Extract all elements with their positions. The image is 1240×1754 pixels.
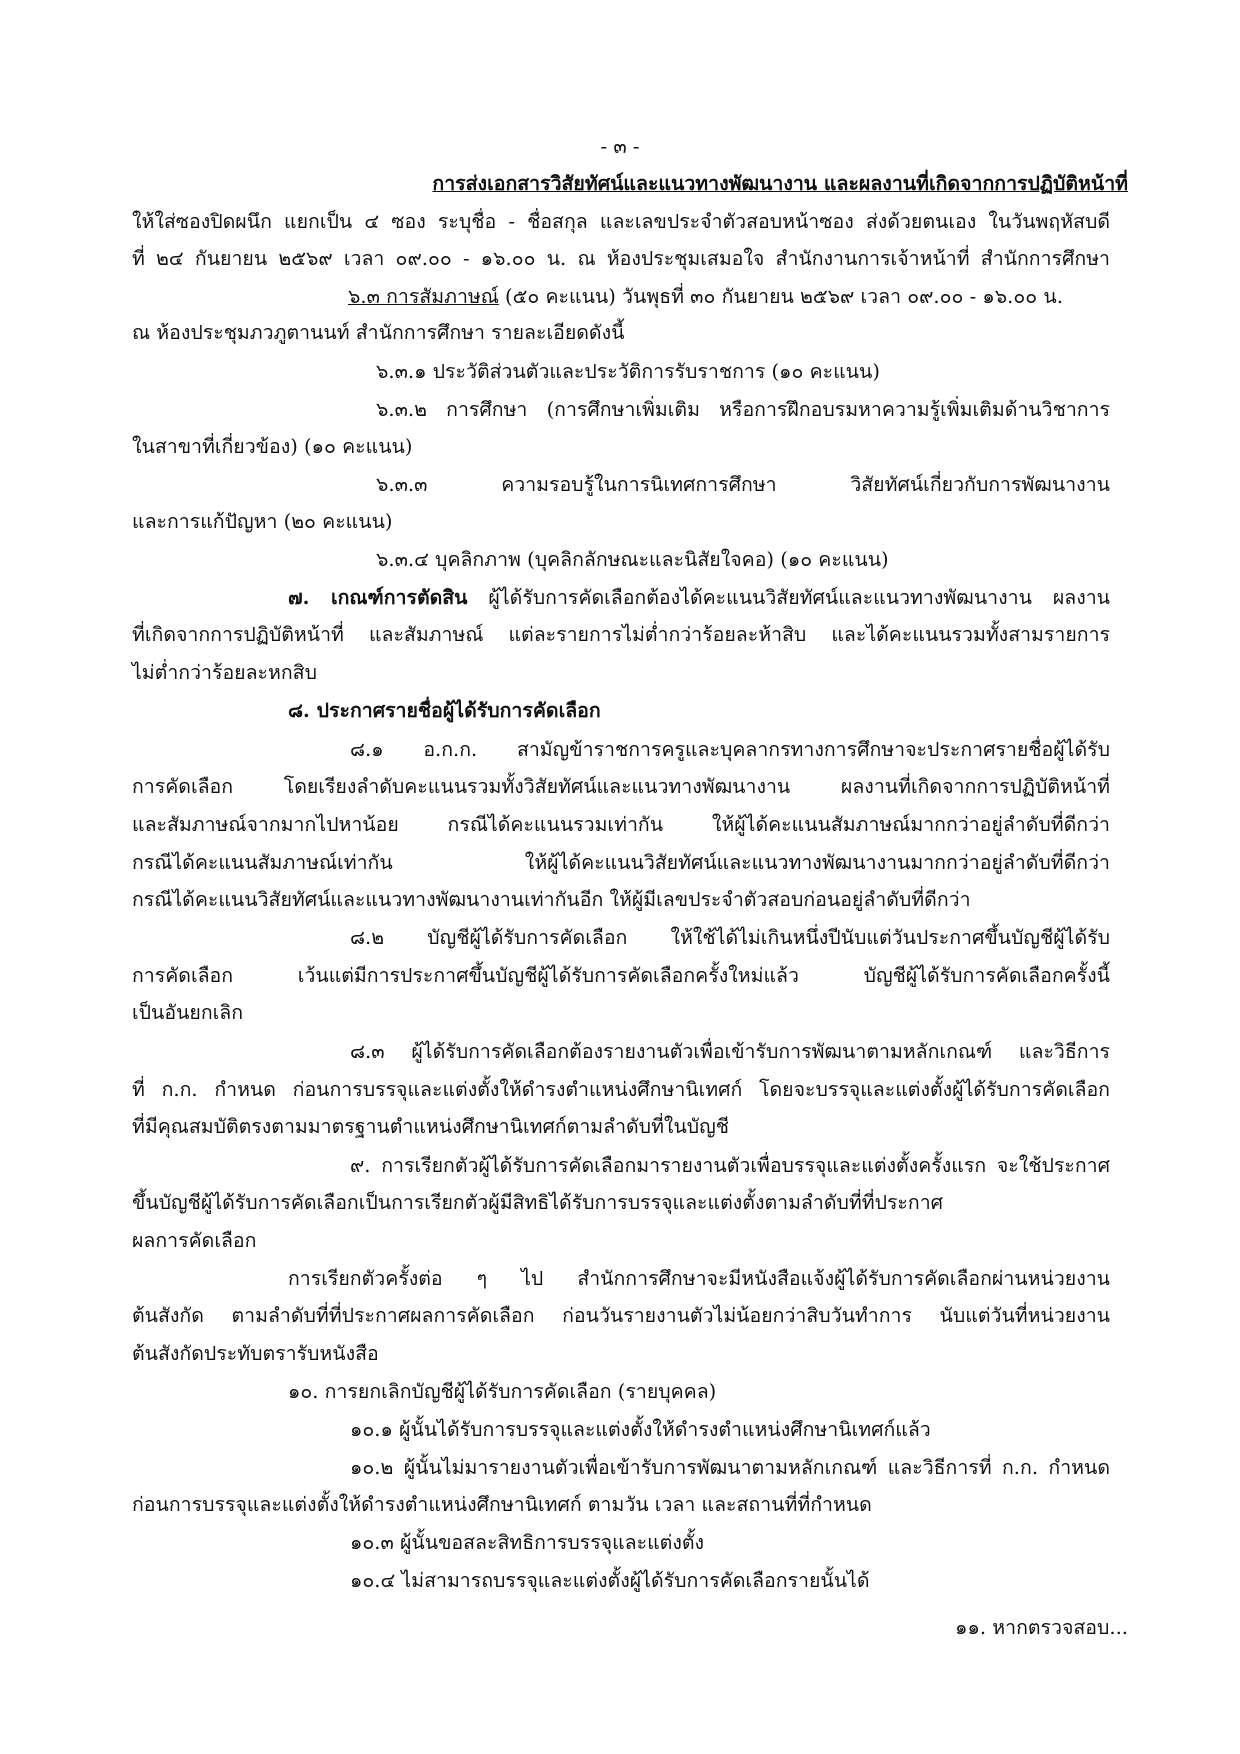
paragraph-line: ที่มีคุณสมบัติตรงตามมาตรฐานตำแหน่งศึกษานิเทศก์ตามลำดับที่ในบัญชี xyxy=(132,1115,729,1138)
criteria-text: ผู้ได้รับการคัดเลือกต้องได้คะแนนวิสัยทัศน์และแนวทางพัฒนางาน ผลงาน xyxy=(467,586,1110,609)
paragraph-line: ณ ห้องประชุมภวภูตานนท์ สำนักการศึกษา รายละเอียดดังนี้ xyxy=(132,321,625,344)
paragraph-line: เป็นอันยกเลิก xyxy=(132,1001,244,1024)
section-heading: การส่งเอกสารวิสัยทัศน์และแนวทางพัฒนางาน และผลงานที่เกิดจากการปฏิบัติหน้าที่ xyxy=(432,172,1128,195)
paragraph-line: ไม่ต่ำกว่าร้อยละหกสิบ xyxy=(132,661,317,684)
paragraph-line: ขึ้นบัญชีผู้ได้รับการคัดเลือกเป็นการเรียกตัวผู้มีสิทธิได้รับการบรรจุและแต่งตั้งตามลำดับที่ที่ประกาศ xyxy=(132,1191,944,1214)
paragraph-line: กรณีได้คะแนนสัมภาษณ์เท่ากัน ให้ผู้ได้คะแนนวิสัยทัศน์และแนวทางพัฒนางานมากกว่าอยู่ลำดับที่ดีกว่า xyxy=(132,851,1110,874)
paragraph-line: ให้ใส่ซองปิดผนึก แยกเป็น ๔ ซอง ระบุชื่อ - ชื่อสกุล และเลขประจำตัวสอบหน้าซอง ส่งด้วยตนเอง ในวันพฤหัสบดี xyxy=(132,210,1110,233)
paragraph-line: ๘.๓ ผู้ได้รับการคัดเลือกต้องรายงานตัวเพื่อเข้ารับการพัฒนาตามหลักเกณฑ์ และวิธีการ xyxy=(350,1040,1110,1063)
paragraph-line: การเรียกตัวครั้งต่อ ๆ ไป สำนักการศึกษาจะมีหนังสือแจ้งผู้ได้รับการคัดเลือกผ่านหน่วยงาน xyxy=(288,1267,1110,1290)
paragraph-line: ๘.๒ บัญชีผู้ได้รับการคัดเลือก ให้ใช้ได้ไม่เกินหนึ่งปีนับแต่วันประกาศขึ้นบัญชีผู้ได้รับ xyxy=(350,926,1110,949)
paragraph-line: ในสาขาที่เกี่ยวข้อง) (๑๐ คะแนน) xyxy=(132,435,413,458)
paragraph-line: ต้นสังกัด ตามลำดับที่ที่ประกาศผลการคัดเลือก ก่อนวันรายงานตัวไม่น้อยกว่าสิบวันทำการ นับแต่วันที่หน่วยงาน xyxy=(132,1304,1110,1327)
paragraph-line: ที่เกิดจากการปฏิบัติหน้าที่ และสัมภาษณ์ แต่ละรายการไม่ต่ำกว่าร้อยละห้าสิบ และได้คะแนนรวมทั้งสามรายการ xyxy=(132,623,1110,646)
paragraph-line: และการแก้ปัญหา (๒๐ คะแนน) xyxy=(132,510,393,533)
page-number: - ๓ - xyxy=(600,135,640,158)
list-item: ๖.๓.๑ ประวัติส่วนตัวและประวัติการรับราชการ (๑๐ คะแนน) xyxy=(376,360,880,383)
paragraph-line: ๘.๑ อ.ก.ก. สามัญข้าราชการครูและบุคลากรทางการศึกษาจะประกาศรายชื่อผู้ได้รับ xyxy=(350,738,1110,761)
paragraph-line: ก่อนการบรรจุและแต่งตั้งให้ดำรงตำแหน่งศึกษานิเทศก์ ตามวัน เวลา และสถานที่ที่กำหนด xyxy=(132,1493,872,1516)
paragraph-line: ที่ ๒๔ กันยายน ๒๕๖๙ เวลา ๐๙.๐๐ - ๑๖.๐๐ น. ณ ห้องประชุมเสมอใจ สำนักงานการเจ้าหน้าที่ สำนักการศึกษา xyxy=(132,247,1110,270)
interview-line xyxy=(348,285,1063,309)
list-item: ๑๐.๒ ผู้นั้นไม่มารายงานตัวเพื่อเข้ารับการพัฒนาตามหลักเกณฑ์ และวิธีการที่ ก.ก. กำหนด xyxy=(350,1456,1110,1479)
interview-detail: (๕๐ คะแนน) วันพุธที่ ๓๐ กันยายน ๒๕๖๙ เวลา ๐๙.๐๐ - ๑๖.๐๐ น. xyxy=(498,285,1063,308)
list-item: ๖.๓.๒ การศึกษา (การศึกษาเพิ่มเติม หรือการฝึกอบรมหาความรู้เพิ่มเติมด้านวิชาการ xyxy=(376,398,1110,421)
paragraph-line: กรณีได้คะแนนวิสัยทัศน์และแนวทางพัฒนางานเท่ากันอีก ให้ผู้มีเลขประจำตัวสอบก่อนอยู่ลำดับที่ดีกว่า xyxy=(132,888,971,911)
list-item: ๑๐.๑ ผู้นั้นได้รับการบรรจุและแต่งตั้งให้ดำรงตำแหน่งศึกษานิเทศก์แล้ว xyxy=(350,1418,931,1441)
paragraph-line: ๙. การเรียกตัวผู้ได้รับการคัดเลือกมารายงานตัวเพื่อบรรจุและแต่งตั้งครั้งแรก จะใช้ประกาศ xyxy=(350,1154,1110,1177)
continuation-marker: ๑๑. หากตรวจสอบ... xyxy=(955,1616,1128,1639)
section-title: ๑๐. การยกเลิกบัญชีผู้ได้รับการคัดเลือก (รายบุคคล) xyxy=(288,1380,717,1403)
list-item: ๑๐.๔ ไม่สามารถบรรจุและแต่งตั้งผู้ได้รับการคัดเลือกรายนั้นได้ xyxy=(350,1569,870,1592)
paragraph-line: ผลการคัดเลือก xyxy=(132,1229,257,1252)
paragraph-line: การคัดเลือก โดยเรียงลำดับคะแนนรวมทั้งวิสัยทัศน์และแนวทางพัฒนางาน ผลงานที่เกิดจากการปฏิบัติหน้าที่ xyxy=(132,775,1110,798)
criteria-title: ๗. เกณฑ์การตัดสิน xyxy=(288,586,468,609)
paragraph-line: การคัดเลือก เว้นแต่มีการประกาศขึ้นบัญชีผู้ได้รับการคัดเลือกครั้งใหม่แล้ว บัญชีผู้ได้รับการคัดเลือกครั้งนี้ xyxy=(132,964,1110,987)
criteria-line xyxy=(288,586,1110,610)
section-title: ๘. ประกาศรายชื่อผู้ได้รับการคัดเลือก xyxy=(288,699,601,722)
list-item: ๖.๓.๓ ความรอบรู้ในการนิเทศการศึกษา วิสัยทัศน์เกี่ยวกับการพัฒนางาน xyxy=(376,473,1110,496)
list-item: ๖.๓.๔ บุคลิกภาพ (บุคลิกลักษณะและนิสัยใจคอ) (๑๐ คะแนน) xyxy=(376,548,889,571)
paragraph-line: ที่ ก.ก. กำหนด ก่อนการบรรจุและแต่งตั้งให้ดำรงตำแหน่งศึกษานิเทศก์ โดยจะบรรจุและแต่งตั้งผู้ได้รับการคัดเลือก xyxy=(132,1078,1110,1101)
paragraph-line: ต้นสังกัดประทับตรารับหนังสือ xyxy=(132,1342,379,1365)
list-item: ๑๐.๓ ผู้นั้นขอสละสิทธิการบรรจุและแต่งตั้ง xyxy=(350,1531,705,1554)
interview-title: ๖.๓ การสัมภาษณ์ xyxy=(348,285,499,308)
paragraph-line: และสัมภาษณ์จากมากไปหาน้อย กรณีได้คะแนนรวมเท่ากัน ให้ผู้ได้คะแนนสัมภาษณ์มากกว่าอยู่ลำดับที่ดีกว่า xyxy=(132,813,1110,836)
